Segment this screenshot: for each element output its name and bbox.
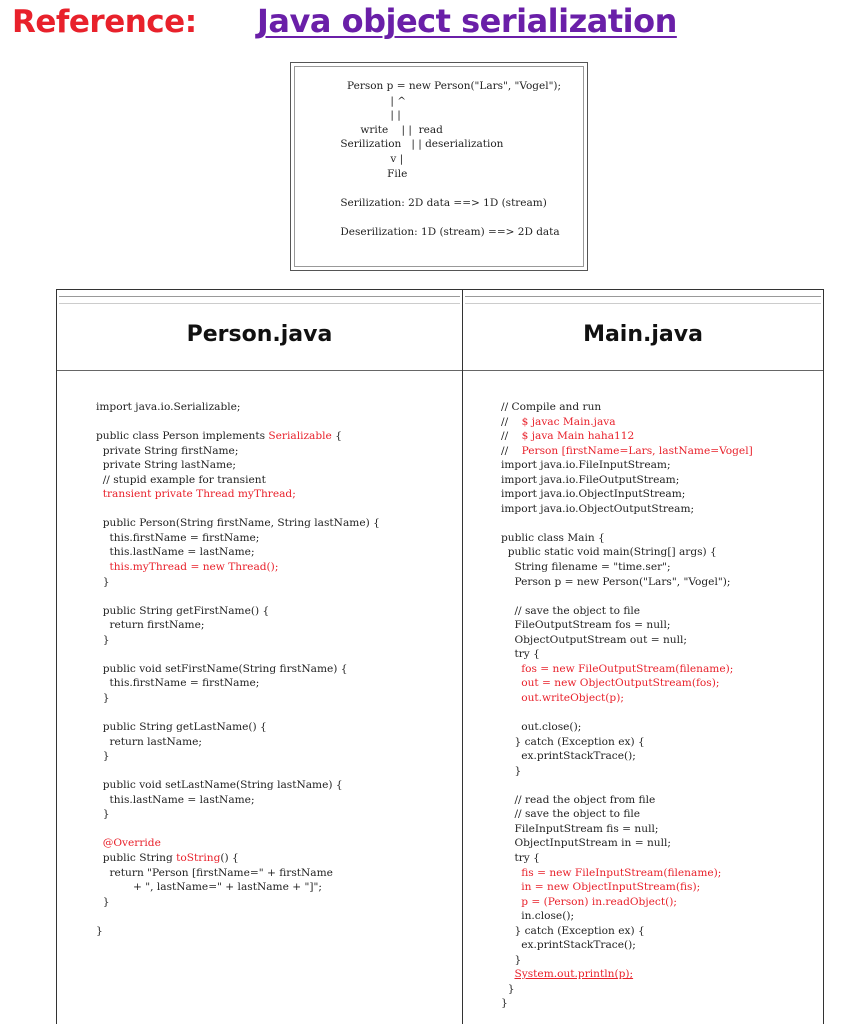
code-line: [96, 633, 380, 648]
code-token: //: [501, 430, 522, 443]
code-line: [96, 676, 380, 691]
code-token: this.myThread = new Thread();: [96, 561, 279, 574]
code-token: try {: [501, 648, 540, 661]
code-line: [501, 415, 753, 430]
code-line: [501, 429, 753, 444]
code-token: @Override: [96, 837, 161, 850]
code-line: [96, 531, 380, 546]
diagram-line: Deserilization: 1D (stream) ==> 2D data: [327, 225, 560, 238]
diagram-line: [327, 210, 561, 225]
code-token: }: [501, 982, 515, 995]
code-token: this.firstName = firstName;: [96, 677, 260, 690]
code-line: [501, 793, 753, 808]
code-line: [501, 778, 753, 793]
code-line: [501, 662, 753, 677]
code-line: [96, 735, 380, 750]
header-divider: [463, 370, 823, 371]
code-line: [501, 458, 753, 473]
code-token: ex.printStackTrace();: [501, 939, 636, 952]
code-line: [501, 836, 753, 851]
code-token: Person p = new Person("Lars", "Vogel");: [501, 575, 731, 588]
code-token: import java.io.ObjectInputStream;: [501, 488, 686, 501]
code-line: [501, 924, 753, 939]
code-token: // save the object to file: [501, 604, 641, 617]
code-token: }: [96, 575, 110, 588]
code-line: [96, 778, 380, 793]
code-line: [501, 633, 753, 648]
code-line: [96, 415, 380, 430]
code-line: [96, 589, 380, 604]
code-token: fos = new FileOutputStream(filename);: [501, 662, 734, 675]
code-line: [501, 560, 753, 575]
code-token: out.writeObject(p);: [501, 691, 624, 704]
code-token: public String: [96, 851, 177, 864]
diagram-line: Serilization | | deserialization: [327, 138, 504, 151]
code-token: out.close();: [501, 721, 582, 734]
code-line: [96, 502, 380, 517]
code-token: transient private Thread myThread;: [96, 488, 296, 501]
code-token: FileInputStream fis = null;: [501, 822, 659, 835]
code-line: [96, 458, 380, 473]
code-token: in.close();: [501, 910, 575, 923]
code-token: return lastName;: [96, 735, 203, 748]
code-token: }: [96, 895, 110, 908]
code-line: [96, 749, 380, 764]
code-line: [96, 836, 380, 851]
code-token: ObjectOutputStream out = null;: [501, 633, 687, 646]
code-line: [501, 589, 753, 604]
code-token: import java.io.FileInputStream;: [501, 459, 671, 472]
code-line: [501, 604, 753, 619]
code-token: () {: [220, 851, 239, 864]
code-token: toString: [176, 851, 221, 864]
code-token: //: [501, 415, 522, 428]
code-token: $ javac Main.java: [521, 415, 616, 428]
code-line: [96, 444, 380, 459]
main-java-column: [463, 290, 823, 1024]
code-line: [501, 487, 753, 502]
code-line: [501, 502, 753, 517]
code-token: this.firstName = firstName;: [96, 531, 260, 544]
code-line: [501, 531, 753, 546]
diagram-line: Person p = new Person("Lars", "Vogel");: [327, 80, 562, 92]
code-line: [501, 982, 753, 997]
code-token: in = new ObjectInputStream(fis);: [501, 881, 701, 894]
code-token: public String getLastName() {: [96, 721, 267, 734]
code-token: }: [501, 997, 508, 1010]
code-token: public static void main(String[] args) {: [501, 546, 717, 559]
code-token: public class Main {: [501, 531, 605, 544]
code-line: [501, 880, 753, 895]
code-token: public class Person implements: [96, 430, 269, 443]
code-line: [501, 996, 753, 1011]
code-line: [501, 516, 753, 531]
code-token: }: [96, 808, 110, 821]
code-line: [96, 705, 380, 720]
code-token: this.lastName = lastName;: [96, 793, 255, 806]
person-java-code: [96, 400, 380, 938]
header-divider: [57, 370, 462, 371]
code-token: + ", lastName=" + lastName + "]";: [96, 881, 322, 894]
page-title-link[interactable]: Java object serialization: [257, 2, 677, 40]
code-token: public void setFirstName(String firstName) {: [96, 662, 348, 675]
code-token: }: [96, 691, 110, 704]
code-line: [501, 735, 753, 750]
code-line: [501, 953, 753, 968]
code-line: [96, 429, 380, 444]
diagram-line: | ^: [327, 94, 407, 107]
code-line: [501, 444, 753, 459]
diagram-line: v |: [327, 152, 404, 165]
code-token: return "Person [firstName=" + firstName: [96, 866, 333, 879]
code-line: [501, 705, 753, 720]
serialization-diagram: [290, 62, 588, 271]
diagram-line: File: [327, 167, 408, 180]
code-line: [96, 400, 380, 415]
code-token: fis = new FileInputStream(filename);: [501, 866, 722, 879]
code-token: import java.io.ObjectOutputStream;: [501, 502, 695, 515]
code-token: [501, 968, 514, 980]
code-token: }: [96, 750, 110, 763]
code-line: [501, 909, 753, 924]
code-line: [501, 618, 753, 633]
code-line: [96, 647, 380, 662]
code-line: [96, 880, 380, 895]
code-line: [96, 851, 380, 866]
main-java-code: [501, 400, 753, 1011]
code-comparison-table: [56, 289, 824, 1024]
code-line: [96, 662, 380, 677]
code-line: [96, 909, 380, 924]
code-token: private String lastName;: [96, 459, 236, 472]
code-line: [96, 516, 380, 531]
person-java-title: Person.java: [186, 322, 333, 347]
code-token: }: [501, 953, 522, 966]
code-line: [501, 676, 753, 691]
person-java-column: [57, 290, 463, 1024]
code-token: ObjectInputStream in = null;: [501, 837, 671, 850]
diagram-line: | |: [327, 109, 401, 122]
header-rule-lines: [465, 296, 821, 304]
code-token: }: [501, 764, 522, 777]
code-line: [501, 749, 753, 764]
code-token: p = (Person) in.readObject();: [501, 895, 677, 908]
code-line: [96, 487, 380, 502]
code-line: [96, 764, 380, 779]
diagram-line: Serilization: 2D data ==> 1D (stream): [327, 196, 547, 209]
code-line: [501, 967, 753, 982]
diagram-line: write | | read: [327, 123, 443, 136]
code-token: import java.io.Serializable;: [96, 401, 241, 413]
code-line: [501, 764, 753, 779]
code-token: this.lastName = lastName;: [96, 546, 255, 559]
code-token: } catch (Exception ex) {: [501, 924, 645, 937]
code-token: // Compile and run: [501, 401, 602, 413]
code-line: [501, 720, 753, 735]
code-token: Person [firstName=Lars, lastName=Vogel]: [521, 444, 753, 457]
code-token: try {: [501, 851, 540, 864]
code-line: [501, 473, 753, 488]
code-line: [501, 807, 753, 822]
code-line: [501, 851, 753, 866]
code-line: [96, 807, 380, 822]
code-token: public String getFirstName() {: [96, 604, 270, 617]
main-java-title: Main.java: [583, 322, 703, 347]
code-token: FileOutputStream fos = null;: [501, 619, 671, 632]
code-line: [96, 793, 380, 808]
header-rule-lines: [59, 296, 460, 304]
code-token: return firstName;: [96, 619, 205, 632]
code-token: ex.printStackTrace();: [501, 750, 636, 763]
code-token: } catch (Exception ex) {: [501, 735, 645, 748]
code-line: [96, 575, 380, 590]
code-token: public void setLastName(String lastName) {: [96, 779, 343, 792]
code-token: Serializable: [268, 430, 332, 443]
code-token: // save the object to file: [501, 808, 641, 821]
code-line: [501, 691, 753, 706]
code-token: //: [501, 444, 522, 457]
code-line: [501, 895, 753, 910]
code-token: {: [331, 430, 342, 443]
code-token: }: [96, 633, 110, 646]
code-line: [501, 545, 753, 560]
code-line: [96, 618, 380, 633]
code-token: import java.io.FileOutputStream;: [501, 473, 680, 486]
code-token: String filename = "time.ser";: [501, 561, 671, 574]
code-token: $ java Main haha112: [521, 430, 635, 443]
code-line: [501, 400, 753, 415]
code-line: [96, 866, 380, 881]
code-line: [501, 822, 753, 837]
code-token: out = new ObjectOutputStream(fos);: [501, 677, 720, 690]
code-line: [501, 938, 753, 953]
diagram-text: [327, 79, 561, 240]
code-line: [96, 545, 380, 560]
code-token: private String firstName;: [96, 444, 239, 457]
code-line: [96, 560, 380, 575]
reference-label: Reference:: [12, 4, 197, 40]
code-token: }: [96, 924, 103, 937]
code-token: public Person(String firstName, String lastName) {: [96, 517, 380, 530]
code-token: System.out.println(p);: [514, 968, 634, 981]
code-line: [501, 866, 753, 881]
code-line: [96, 720, 380, 735]
code-line: [96, 604, 380, 619]
code-line: [501, 647, 753, 662]
code-line: [96, 895, 380, 910]
code-line: [96, 924, 380, 939]
code-line: [96, 691, 380, 706]
code-token: // stupid example for transient: [96, 473, 266, 486]
diagram-line: [327, 181, 561, 196]
code-line: [501, 575, 753, 590]
code-line: [96, 822, 380, 837]
code-token: // read the object from file: [501, 793, 656, 806]
code-line: [96, 473, 380, 488]
